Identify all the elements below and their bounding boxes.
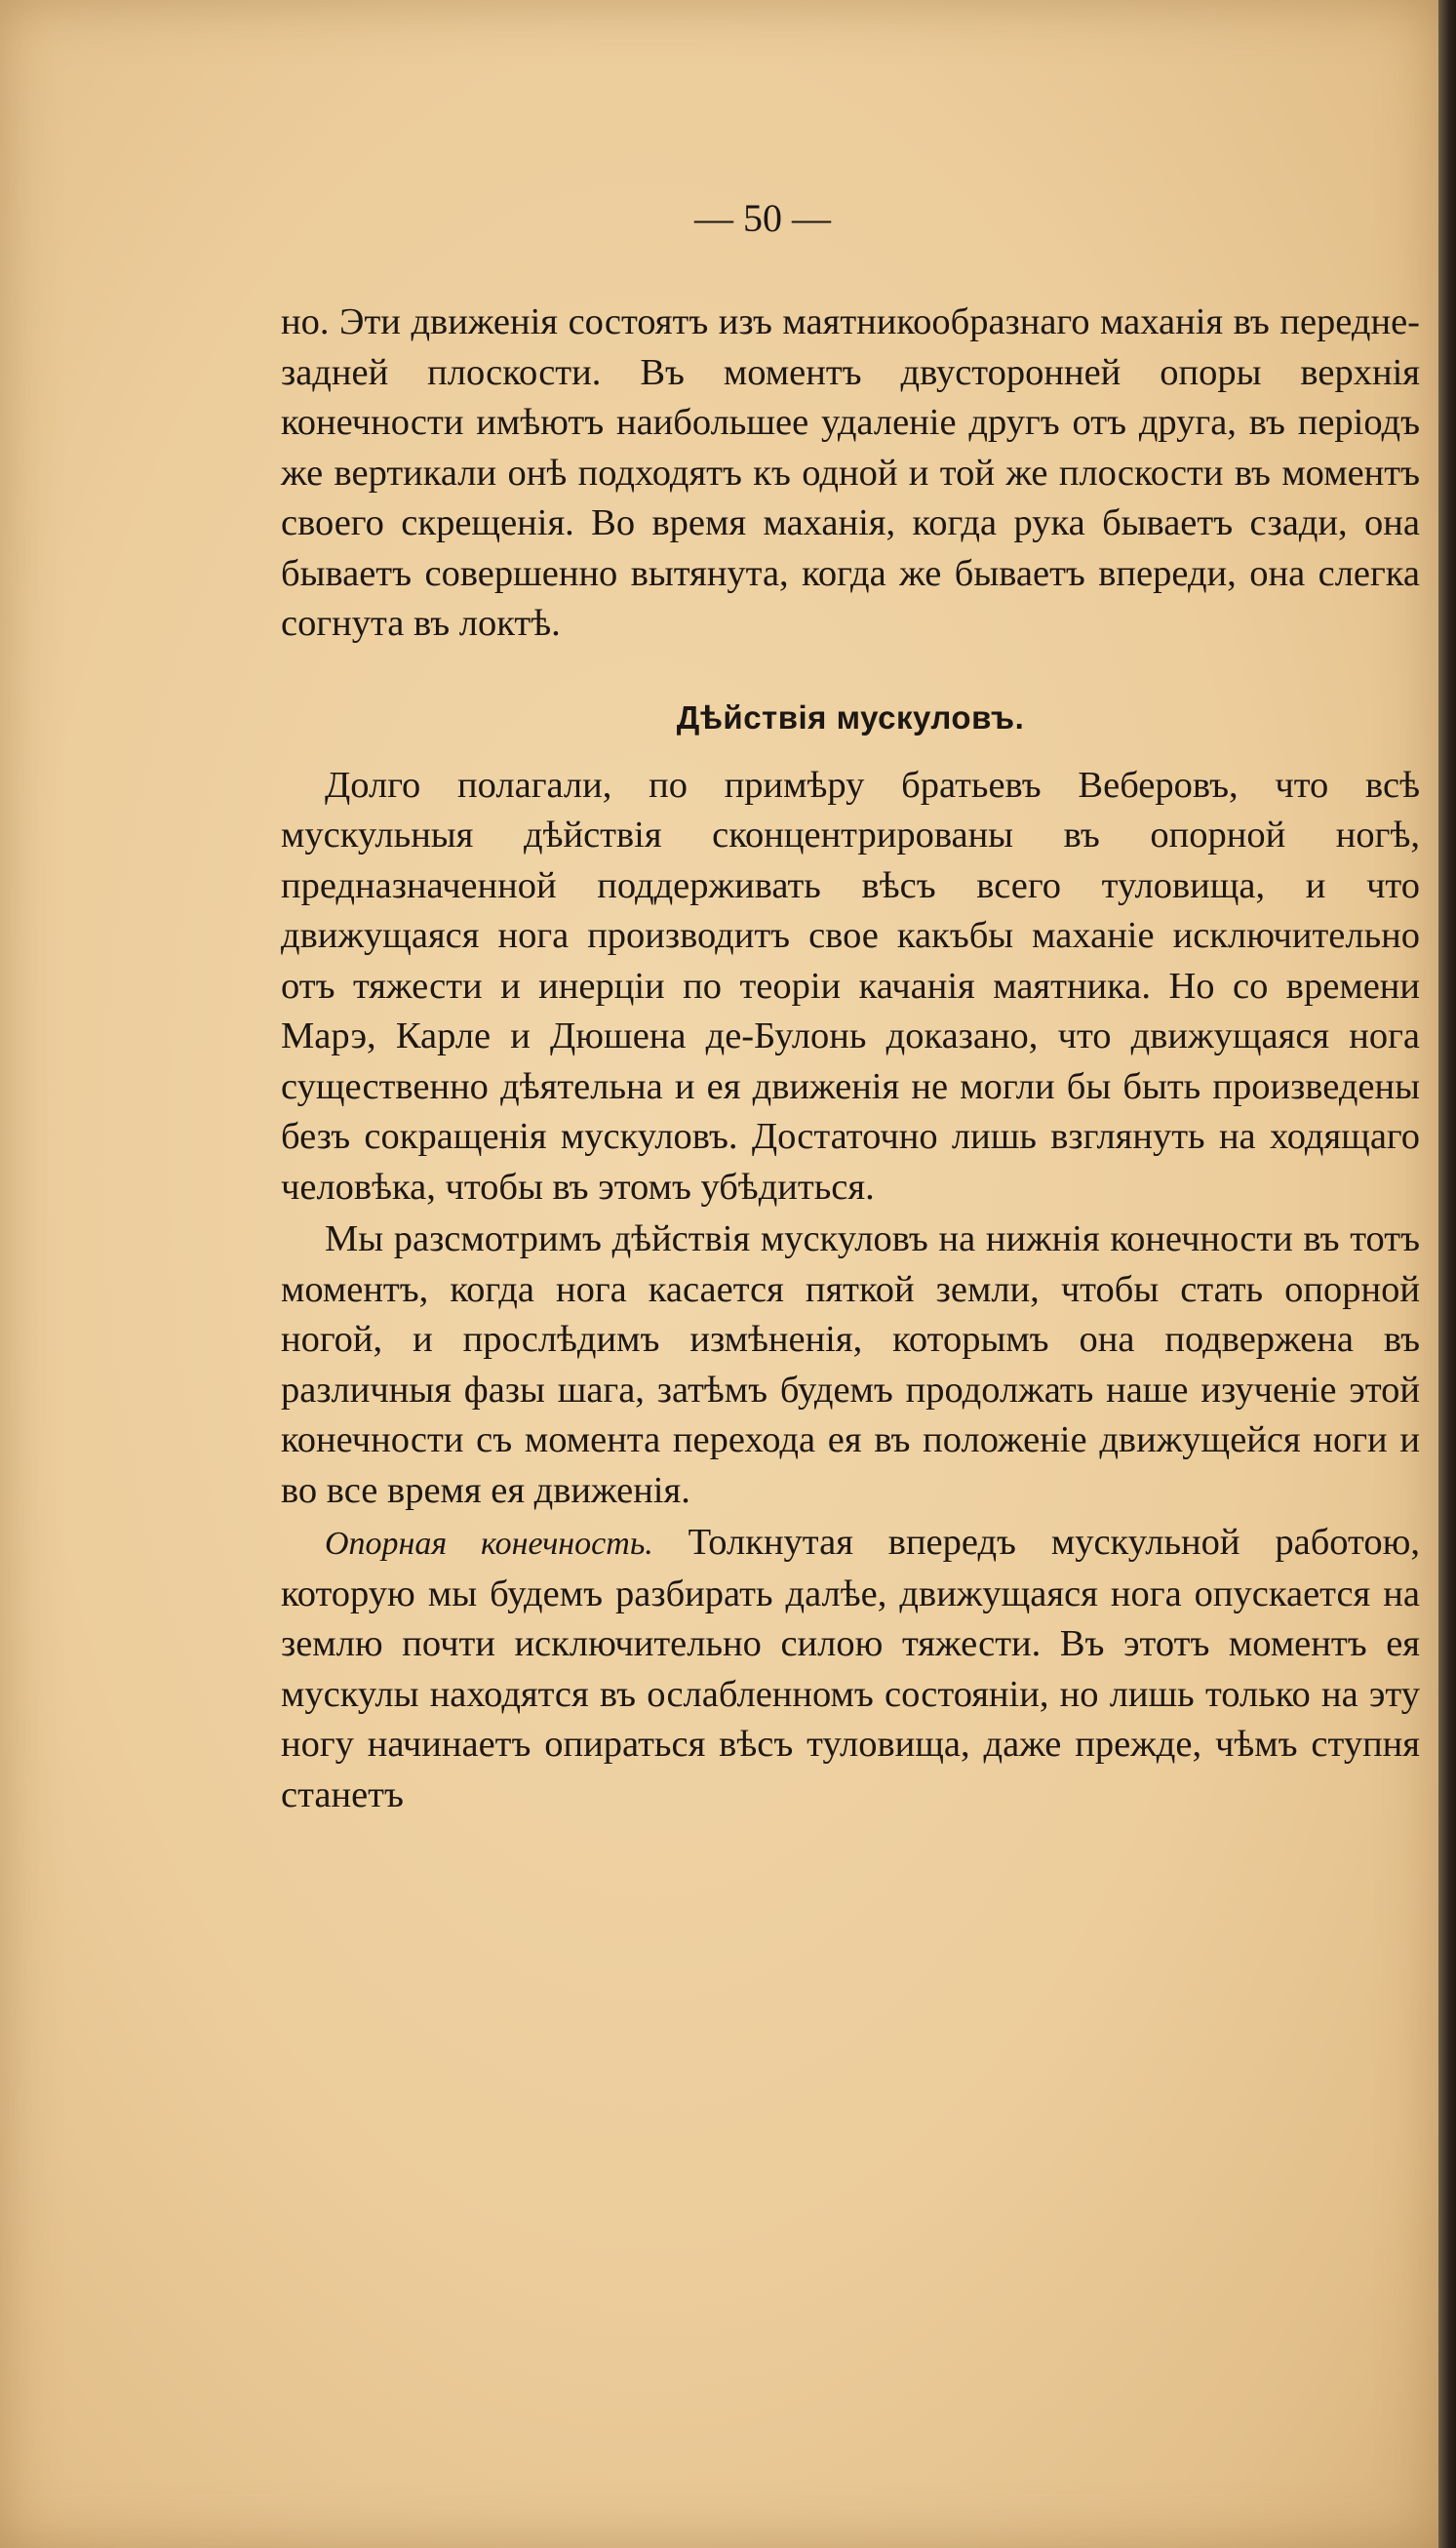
paragraph-2: Мы разсмотримъ дѣйствія мускуловъ на нижнія конечности въ тотъ моментъ, когда нога касается пяткой земли, чтобы стать опорной ногой, и прослѣдимъ измѣненія, которымъ она подвержена въ различныя фазы шага, затѣмъ будемъ продолжать наше изученіе этой конечности съ момента перехода ея въ положеніе движущейся ноги и во все время ея движенія. xyxy=(281,1218,1420,1511)
paragraph-3-lead: Опорная конечность. xyxy=(325,1526,653,1562)
page-number-text: — 50 — xyxy=(694,196,831,240)
paragraph-1: Долго полагали, по примѣру братьевъ Веберовъ, что всѣ мускульныя дѣйствія сконцентрированы въ опорной ногѣ, предназначенной поддерживать вѣсъ всего туловища, и что движущаяся нога производитъ свое какъбы маханіе исключительно отъ тяжести и инерціи по теоріи качанія маятника. Но со времени Марэ, Карле и Дюшена де-Булонь доказано, что движущаяся нога существенно дѣятельна и ея движенія не могли бы быть произведены безъ сокращенія мускуловъ. Достаточно лишь взглянуть на ходящаго человѣка, чтобы въ этомъ убѣдиться. xyxy=(281,764,1420,1208)
paragraph-3 xyxy=(281,1518,1420,1820)
intro-paragraph: но. Эти движенія состоятъ изъ маятникообразнаго маханія въ передне-задней плоскости. Въ моментъ двусторонней опоры верхнія конечности имѣютъ наибольшее удаленіе другъ отъ друга, въ періодъ же вертикали онѣ подходятъ къ одной и той же плоскости въ моментъ своего скрещенія. Во время маханія, когда рука бываетъ сзади, она бываетъ совершенно вытянута, когда же бываетъ впереди, она слегка согнута въ локтѣ. xyxy=(281,301,1420,644)
page-body xyxy=(281,298,1420,1820)
section-heading: Дѣйствія мускуловъ. xyxy=(676,698,1025,736)
book-spine-edge xyxy=(1438,0,1456,2548)
paragraph-3-text: Толкнутая впередъ мускульной работою, которую мы будемъ разбирать далѣе, движущаяся нога опускается на землю почти исключительно силою тяжести. Въ этотъ моментъ ея мускулы находятся въ ослабленномъ состояніи, но лишь только на эту ногу начинаетъ опираться вѣсъ туловища, даже прежде, чѣмъ ступня станетъ xyxy=(281,1522,1420,1815)
